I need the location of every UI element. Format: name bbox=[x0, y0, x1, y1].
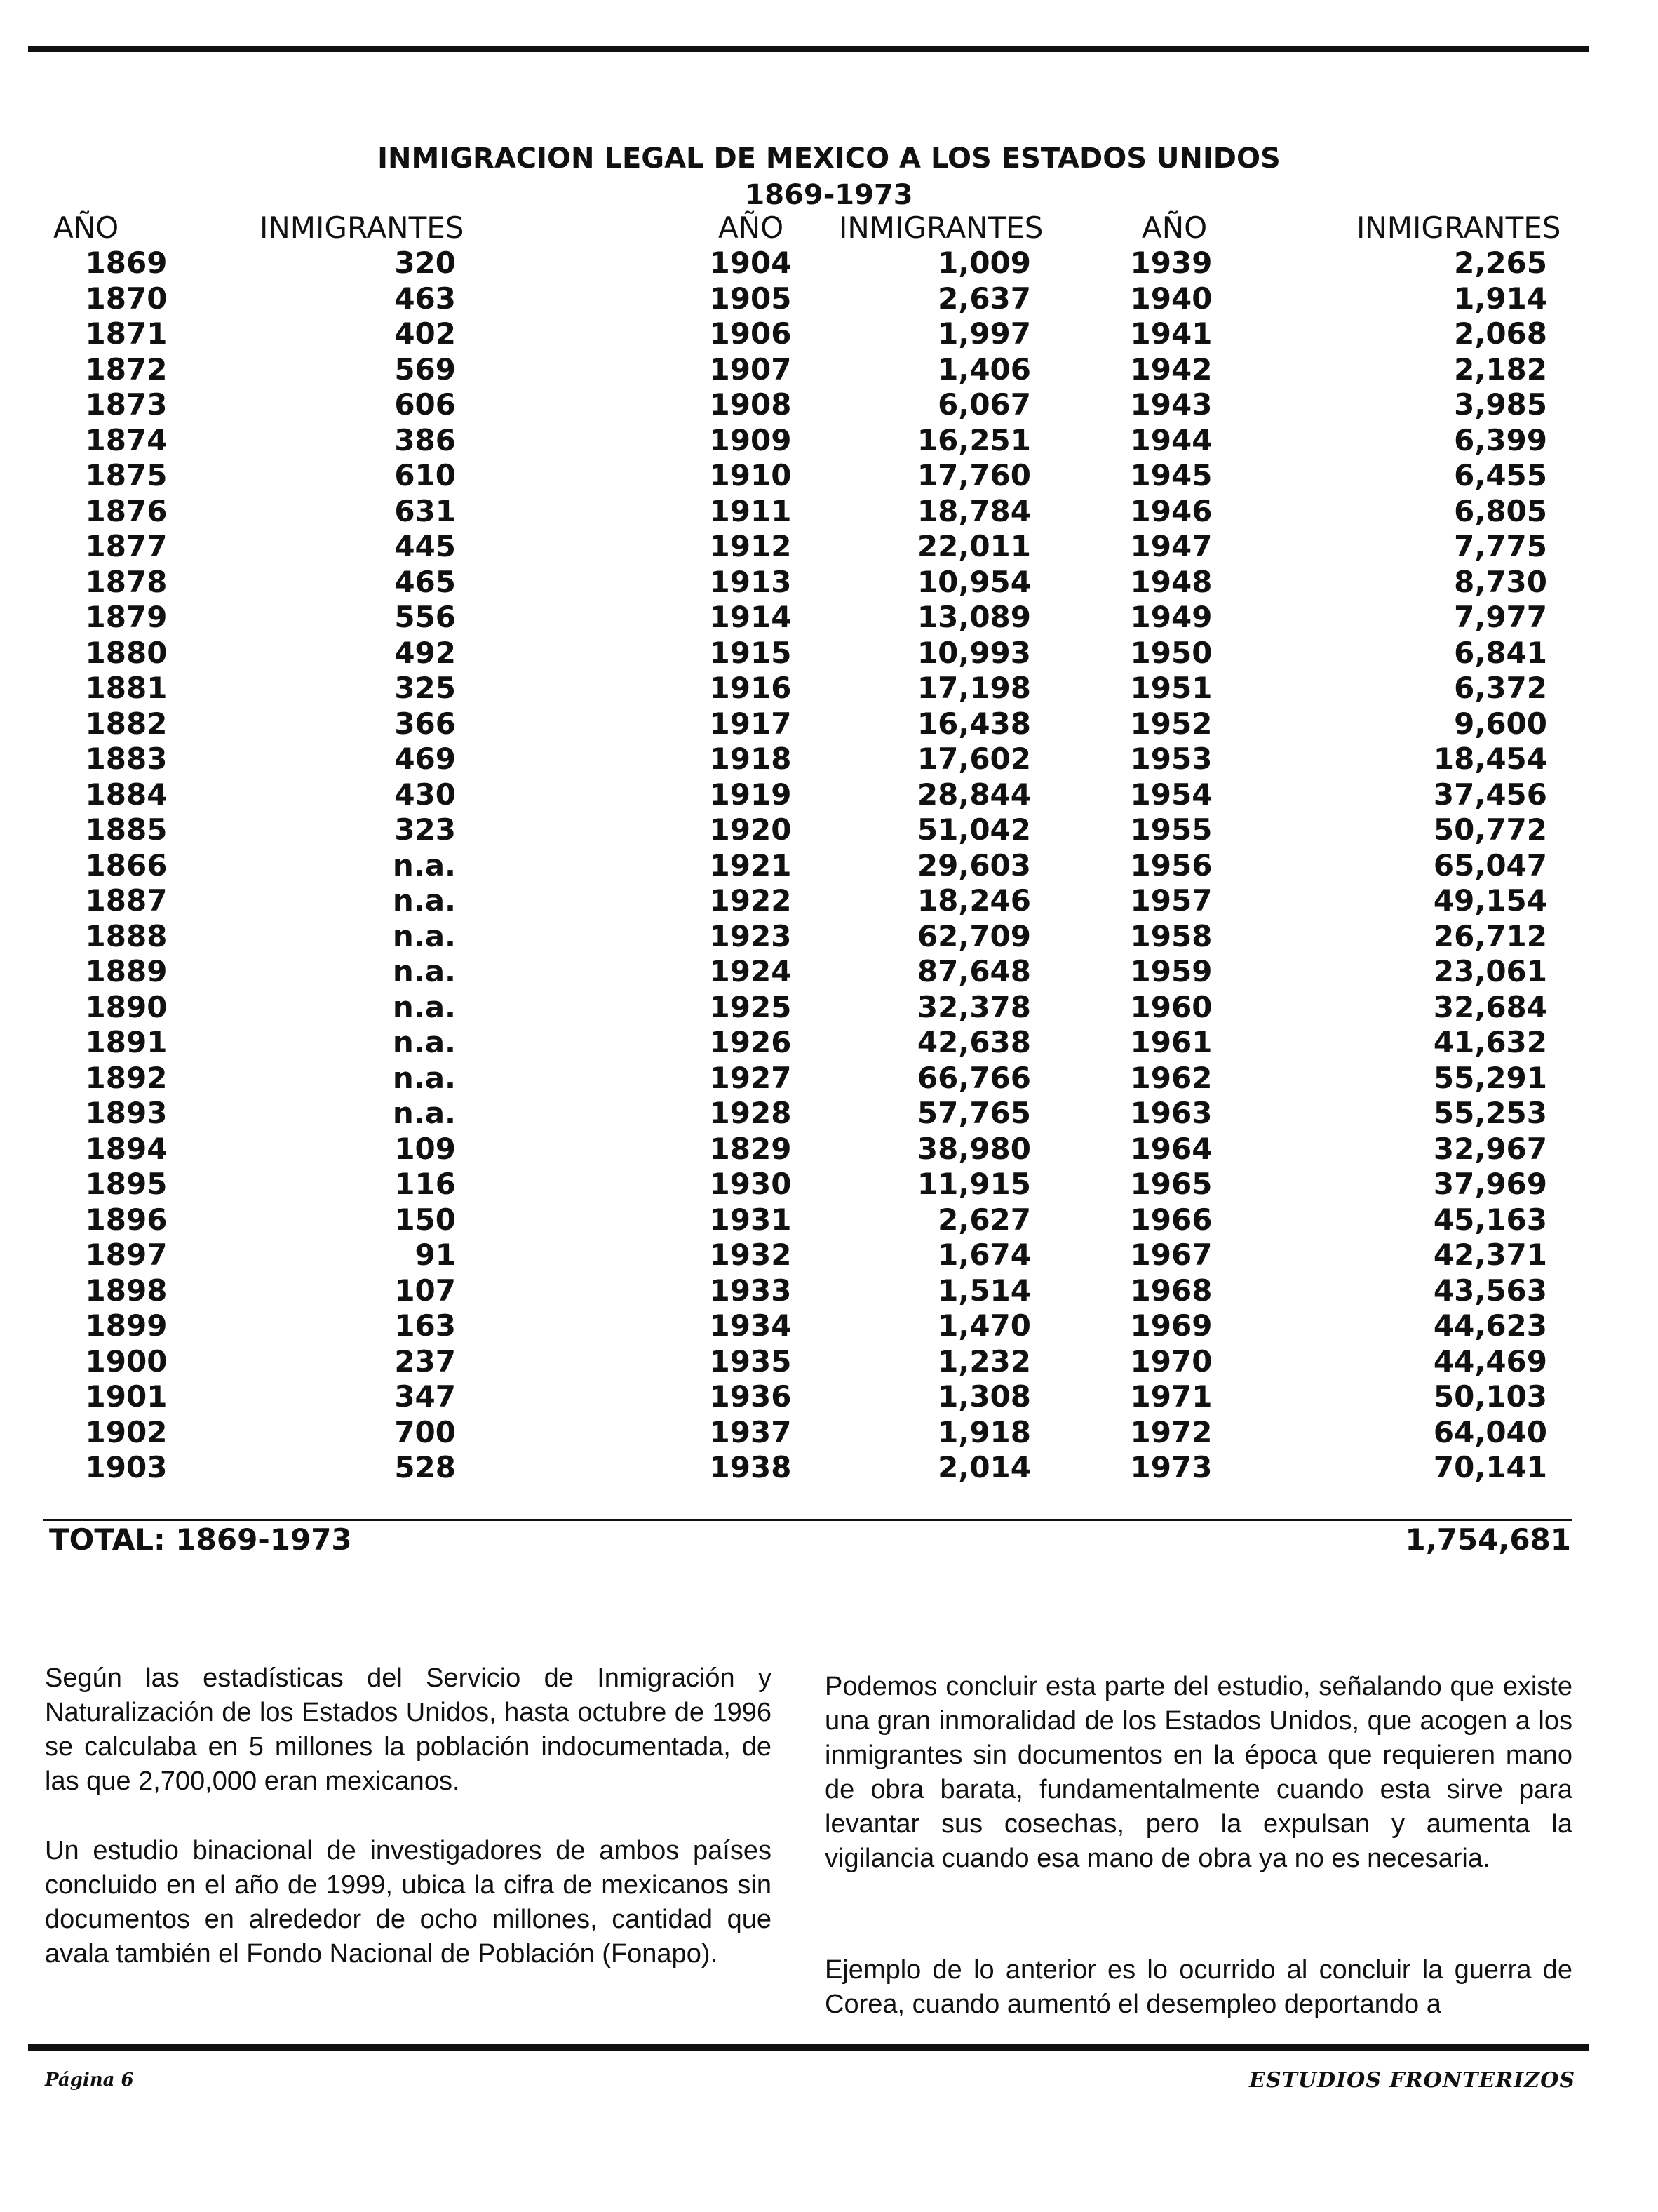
table-year-cell: 1900 bbox=[85, 1343, 168, 1379]
table-year-cell: 1873 bbox=[85, 387, 168, 422]
table-year-cell: 1899 bbox=[85, 1308, 168, 1343]
bottom-rule bbox=[28, 2044, 1589, 2051]
table-year-cell: 1947 bbox=[1130, 529, 1213, 563]
table-year-cell: 1910 bbox=[709, 458, 792, 492]
table-value-cell: 2,627 bbox=[938, 1202, 1031, 1237]
table-value-cell: 87,648 bbox=[917, 954, 1031, 988]
table-value-cell: n.a. bbox=[392, 883, 456, 918]
left-paragraph-2: Un estudio binacional de investigadores de ambos países concluido en el año de 1999, ubica la cifra de mexicanos sin documentos en alrededor de ocho millones, cantidad que avala también el Fondo Nacional de Población (Fonapo). bbox=[45, 1836, 771, 1969]
table-value-cell: 1,009 bbox=[938, 246, 1031, 280]
table-value-cell: 325 bbox=[394, 671, 456, 705]
table-value-cell: 528 bbox=[394, 1450, 456, 1484]
table-year-cell: 1897 bbox=[85, 1238, 168, 1272]
table-year-cell: 1914 bbox=[709, 600, 792, 634]
block3-years-column bbox=[1108, 246, 1234, 1486]
page-number: Página 6 bbox=[45, 2070, 134, 2091]
table-value-cell: 430 bbox=[394, 777, 456, 812]
table-value-cell: 9,600 bbox=[1454, 706, 1547, 741]
table-value-cell: 64,040 bbox=[1433, 1414, 1547, 1449]
header-immigrants-2: INMIGRANTES bbox=[839, 210, 1044, 245]
table-value-cell: 66,766 bbox=[917, 1060, 1031, 1095]
table-year-cell: 1931 bbox=[709, 1202, 792, 1237]
table-value-cell: 237 bbox=[394, 1343, 456, 1379]
table-year-cell: 1966 bbox=[1130, 1202, 1213, 1237]
table-year-cell: 1960 bbox=[1130, 989, 1213, 1024]
table-year-cell: 1888 bbox=[85, 918, 168, 953]
table-value-cell: 10,993 bbox=[917, 635, 1031, 670]
table-year-cell: 1887 bbox=[85, 883, 168, 918]
table-year-cell: 1950 bbox=[1130, 635, 1213, 670]
table-year-cell: 1928 bbox=[709, 1096, 792, 1130]
table-value-cell: 18,784 bbox=[917, 493, 1031, 528]
table-value-cell: 16,438 bbox=[917, 706, 1031, 741]
total-label: TOTAL: 1869-1973 bbox=[49, 1522, 352, 1557]
table-year-cell: 1866 bbox=[85, 847, 168, 883]
table-value-cell: 2,265 bbox=[1454, 246, 1547, 280]
table-value-cell: 465 bbox=[394, 564, 456, 599]
table-value-cell: 6,455 bbox=[1454, 458, 1547, 492]
table-value-cell: 492 bbox=[394, 635, 456, 670]
table-year-cell: 1949 bbox=[1130, 600, 1213, 634]
table-year-cell: 1918 bbox=[709, 742, 792, 776]
table-value-cell: n.a. bbox=[392, 918, 456, 953]
table-year-cell: 1920 bbox=[709, 812, 792, 847]
table-value-cell: 6,841 bbox=[1454, 635, 1547, 670]
table-value-cell: 6,805 bbox=[1454, 493, 1547, 528]
table-year-cell: 1963 bbox=[1130, 1096, 1213, 1130]
table-value-cell: 700 bbox=[394, 1414, 456, 1449]
table-value-cell: 50,772 bbox=[1433, 812, 1547, 847]
table-value-cell: 42,638 bbox=[917, 1025, 1031, 1059]
table-year-cell: 1961 bbox=[1130, 1025, 1213, 1059]
table-title: INMIGRACION LEGAL DE MEXICO A LOS ESTADOS UNIDOS bbox=[377, 142, 1281, 175]
table-year-cell: 1954 bbox=[1130, 777, 1213, 812]
table-year-cell: 1898 bbox=[85, 1273, 168, 1308]
table-year-cell: 1896 bbox=[85, 1202, 168, 1237]
table-year-cell: 1891 bbox=[85, 1025, 168, 1059]
table-year-cell: 1882 bbox=[85, 706, 168, 741]
table-year-cell: 1903 bbox=[85, 1450, 168, 1484]
table-year-cell: 1969 bbox=[1130, 1308, 1213, 1343]
table-value-cell: 606 bbox=[394, 387, 456, 422]
table-value-cell: 402 bbox=[394, 316, 456, 351]
table-value-cell: 2,182 bbox=[1454, 351, 1547, 387]
table-year-cell: 1909 bbox=[709, 422, 792, 457]
table-year-cell: 1889 bbox=[85, 954, 168, 988]
table-value-cell: 610 bbox=[394, 458, 456, 492]
table-year-cell: 1911 bbox=[709, 493, 792, 528]
table-year-cell: 1933 bbox=[709, 1273, 792, 1308]
table-year-cell: 1939 bbox=[1130, 246, 1213, 280]
table-value-cell: 469 bbox=[394, 742, 456, 776]
block3-values-column bbox=[1375, 246, 1547, 1486]
table-value-cell: 37,456 bbox=[1433, 777, 1547, 812]
table-year-cell: 1956 bbox=[1130, 847, 1213, 883]
table-year-cell: 1935 bbox=[709, 1343, 792, 1379]
table-value-cell: 8,730 bbox=[1454, 564, 1547, 599]
table-value-cell: 43,563 bbox=[1433, 1273, 1547, 1308]
table-value-cell: 26,712 bbox=[1433, 918, 1547, 953]
total-rule bbox=[43, 1519, 1572, 1521]
table-year-cell: 1902 bbox=[85, 1414, 168, 1449]
table-value-cell: 150 bbox=[394, 1202, 456, 1237]
block2-years-column bbox=[687, 246, 814, 1486]
table-value-cell: 17,602 bbox=[917, 742, 1031, 776]
table-year-cell: 1872 bbox=[85, 351, 168, 387]
table-year-cell: 1919 bbox=[709, 777, 792, 812]
block1-values-column bbox=[316, 246, 456, 1486]
table-value-cell: 50,103 bbox=[1433, 1379, 1547, 1414]
table-year-cell: 1946 bbox=[1130, 493, 1213, 528]
table-year-cell: 1906 bbox=[709, 316, 792, 351]
right-paragraph-2: Ejemplo de lo anterior es lo ocurrido al concluir la guerra de Corea, cuando aumentó el desempleo deportando a bbox=[825, 1955, 1572, 2019]
table-year-cell: 1907 bbox=[709, 351, 792, 387]
table-value-cell: 1,308 bbox=[938, 1379, 1031, 1414]
table-value-cell: n.a. bbox=[392, 954, 456, 988]
table-year-cell: 1970 bbox=[1130, 1343, 1213, 1379]
table-year-cell: 1884 bbox=[85, 777, 168, 812]
table-year-cell: 1883 bbox=[85, 742, 168, 776]
table-value-cell: 569 bbox=[394, 351, 456, 387]
table-year-cell: 1917 bbox=[709, 706, 792, 741]
table-year-cell: 1901 bbox=[85, 1379, 168, 1414]
table-value-cell: 347 bbox=[394, 1379, 456, 1414]
table-year-cell: 1972 bbox=[1130, 1414, 1213, 1449]
table-year-cell: 1916 bbox=[709, 671, 792, 705]
table-value-cell: 22,011 bbox=[917, 529, 1031, 563]
table-year-cell: 1925 bbox=[709, 989, 792, 1024]
table-year-cell: 1895 bbox=[85, 1167, 168, 1201]
table-value-cell: 1,914 bbox=[1454, 281, 1547, 316]
header-immigrants-1: INMIGRANTES bbox=[260, 210, 464, 245]
table-year-cell: 1874 bbox=[85, 422, 168, 457]
table-year-cell: 1829 bbox=[709, 1131, 792, 1166]
table-year-cell: 1964 bbox=[1130, 1131, 1213, 1166]
table-value-cell: 57,765 bbox=[917, 1096, 1031, 1130]
table-value-cell: 91 bbox=[414, 1238, 456, 1272]
table-year-cell: 1967 bbox=[1130, 1238, 1213, 1272]
table-value-cell: 18,454 bbox=[1433, 742, 1547, 776]
left-paragraph-1: Según las estadísticas del Servicio de Inmigración y Naturalización de los Estados Unidos, hasta octubre de 1996 se calculaba en 5 millones la población indocumentada, de las que 2,700,000 eran mexicanos. bbox=[45, 1663, 771, 1796]
table-value-cell: 6,067 bbox=[938, 387, 1031, 422]
table-year-cell: 1936 bbox=[709, 1379, 792, 1414]
table-year-cell: 1944 bbox=[1130, 422, 1213, 457]
table-value-cell: 323 bbox=[394, 812, 456, 847]
table-year-cell: 1870 bbox=[85, 281, 168, 316]
table-year-cell: 1957 bbox=[1130, 883, 1213, 918]
table-value-cell: 41,632 bbox=[1433, 1025, 1547, 1059]
table-value-cell: 2,014 bbox=[938, 1450, 1031, 1484]
table-value-cell: 556 bbox=[394, 600, 456, 634]
table-value-cell: n.a. bbox=[392, 1025, 456, 1059]
table-year-cell: 1921 bbox=[709, 847, 792, 883]
table-year-cell: 1938 bbox=[709, 1450, 792, 1484]
table-value-cell: 65,047 bbox=[1433, 847, 1547, 883]
table-value-cell: 1,232 bbox=[938, 1343, 1031, 1379]
table-value-cell: 109 bbox=[394, 1131, 456, 1166]
table-year-cell: 1959 bbox=[1130, 954, 1213, 988]
table-year-cell: 1942 bbox=[1130, 351, 1213, 387]
table-year-cell: 1945 bbox=[1130, 458, 1213, 492]
table-year-cell: 1922 bbox=[709, 883, 792, 918]
table-year-cell: 1930 bbox=[709, 1167, 792, 1201]
table-value-cell: 37,969 bbox=[1433, 1167, 1547, 1201]
table-value-cell: 2,068 bbox=[1454, 316, 1547, 351]
table-year-cell: 1955 bbox=[1130, 812, 1213, 847]
table-year-cell: 1890 bbox=[85, 989, 168, 1024]
table-value-cell: 3,985 bbox=[1454, 387, 1547, 422]
table-value-cell: n.a. bbox=[392, 989, 456, 1024]
table-value-cell: n.a. bbox=[392, 1096, 456, 1130]
table-value-cell: 6,372 bbox=[1454, 671, 1547, 705]
table-value-cell: 2,637 bbox=[938, 281, 1031, 316]
table-value-cell: 107 bbox=[394, 1273, 456, 1308]
table-value-cell: 366 bbox=[394, 706, 456, 741]
table-year-cell: 1881 bbox=[85, 671, 168, 705]
table-value-cell: 1,997 bbox=[938, 316, 1031, 351]
table-year-cell: 1943 bbox=[1130, 387, 1213, 422]
table-value-cell: 51,042 bbox=[917, 812, 1031, 847]
table-value-cell: 28,844 bbox=[917, 777, 1031, 812]
table-value-cell: 6,399 bbox=[1454, 422, 1547, 457]
table-year-cell: 1965 bbox=[1130, 1167, 1213, 1201]
table-year-cell: 1879 bbox=[85, 600, 168, 634]
table-value-cell: 18,246 bbox=[917, 883, 1031, 918]
table-year-cell: 1968 bbox=[1130, 1273, 1213, 1308]
table-year-cell: 1913 bbox=[709, 564, 792, 599]
table-value-cell: 49,154 bbox=[1433, 883, 1547, 918]
table-value-cell: 7,977 bbox=[1454, 600, 1547, 634]
table-year-cell: 1877 bbox=[85, 529, 168, 563]
table-subtitle: 1869-1973 bbox=[745, 179, 913, 211]
table-value-cell: n.a. bbox=[392, 1060, 456, 1095]
right-paragraph-1: Podemos concluir esta parte del estudio, señalando que existe una gran inmoralidad de los Estados Unidos, que acogen a los inmigrantes sin documentos en la época que requieren mano de obra barata, fundamentalmente cuando esta sirve para levantar sus cosechas, pero la expulsan y aumenta la vigilancia cuando esa mano de obra ya no es necesaria. bbox=[825, 1672, 1572, 1873]
table-value-cell: 62,709 bbox=[917, 918, 1031, 953]
table-value-cell: 45,163 bbox=[1433, 1202, 1547, 1237]
table-year-cell: 1962 bbox=[1130, 1060, 1213, 1095]
table-year-cell: 1894 bbox=[85, 1131, 168, 1166]
table-year-cell: 1912 bbox=[709, 529, 792, 563]
table-value-cell: 463 bbox=[394, 281, 456, 316]
table-year-cell: 1871 bbox=[85, 316, 168, 351]
block2-values-column bbox=[863, 246, 1031, 1486]
table-value-cell: 445 bbox=[394, 529, 456, 563]
table-year-cell: 1892 bbox=[85, 1060, 168, 1095]
table-value-cell: n.a. bbox=[392, 847, 456, 883]
table-value-cell: 23,061 bbox=[1433, 954, 1547, 988]
publication-name: ESTUDIOS FRONTERIZOS bbox=[1249, 2068, 1575, 2093]
table-value-cell: 1,406 bbox=[938, 351, 1031, 387]
table-year-cell: 1875 bbox=[85, 458, 168, 492]
table-value-cell: 1,674 bbox=[938, 1238, 1031, 1272]
table-value-cell: 116 bbox=[394, 1167, 456, 1201]
table-year-cell: 1878 bbox=[85, 564, 168, 599]
table-value-cell: 70,141 bbox=[1433, 1450, 1547, 1484]
table-year-cell: 1876 bbox=[85, 493, 168, 528]
table-year-cell: 1926 bbox=[709, 1025, 792, 1059]
table-value-cell: 1,918 bbox=[938, 1414, 1031, 1449]
table-value-cell: 1,514 bbox=[938, 1273, 1031, 1308]
header-year-3: AÑO bbox=[1142, 210, 1208, 245]
table-year-cell: 1940 bbox=[1130, 281, 1213, 316]
header-immigrants-3: INMIGRANTES bbox=[1356, 210, 1561, 245]
table-value-cell: 38,980 bbox=[917, 1131, 1031, 1166]
table-year-cell: 1948 bbox=[1130, 564, 1213, 599]
table-value-cell: 13,089 bbox=[917, 600, 1031, 634]
table-value-cell: 320 bbox=[394, 246, 456, 280]
table-year-cell: 1885 bbox=[85, 812, 168, 847]
table-year-cell: 1915 bbox=[709, 635, 792, 670]
table-year-cell: 1971 bbox=[1130, 1379, 1213, 1414]
table-value-cell: 17,198 bbox=[917, 671, 1031, 705]
table-value-cell: 631 bbox=[394, 493, 456, 528]
table-value-cell: 16,251 bbox=[917, 422, 1031, 457]
table-value-cell: 55,291 bbox=[1433, 1060, 1547, 1095]
table-year-cell: 1905 bbox=[709, 281, 792, 316]
table-value-cell: 163 bbox=[394, 1308, 456, 1343]
table-value-cell: 32,967 bbox=[1433, 1131, 1547, 1166]
table-year-cell: 1932 bbox=[709, 1238, 792, 1272]
table-year-cell: 1941 bbox=[1130, 316, 1213, 351]
table-year-cell: 1958 bbox=[1130, 918, 1213, 953]
table-year-cell: 1937 bbox=[709, 1414, 792, 1449]
table-year-cell: 1934 bbox=[709, 1308, 792, 1343]
top-rule bbox=[28, 46, 1589, 52]
table-year-cell: 1927 bbox=[709, 1060, 792, 1095]
table-year-cell: 1880 bbox=[85, 635, 168, 670]
table-year-cell: 1904 bbox=[709, 246, 792, 280]
table-value-cell: 7,775 bbox=[1454, 529, 1547, 563]
table-value-cell: 29,603 bbox=[917, 847, 1031, 883]
table-year-cell: 1893 bbox=[85, 1096, 168, 1130]
table-year-cell: 1973 bbox=[1130, 1450, 1213, 1484]
header-year-2: AÑO bbox=[718, 210, 784, 245]
table-year-cell: 1952 bbox=[1130, 706, 1213, 741]
table-value-cell: 11,915 bbox=[917, 1167, 1031, 1201]
block1-years-column bbox=[63, 246, 189, 1486]
table-value-cell: 55,253 bbox=[1433, 1096, 1547, 1130]
table-year-cell: 1953 bbox=[1130, 742, 1213, 776]
total-value: 1,754,681 bbox=[1405, 1522, 1571, 1557]
table-value-cell: 386 bbox=[394, 422, 456, 457]
table-value-cell: 17,760 bbox=[917, 458, 1031, 492]
table-year-cell: 1951 bbox=[1130, 671, 1213, 705]
table-year-cell: 1869 bbox=[85, 246, 168, 280]
table-value-cell: 44,623 bbox=[1433, 1308, 1547, 1343]
table-value-cell: 1,470 bbox=[938, 1308, 1031, 1343]
table-value-cell: 32,684 bbox=[1433, 989, 1547, 1024]
table-year-cell: 1908 bbox=[709, 387, 792, 422]
table-value-cell: 32,378 bbox=[917, 989, 1031, 1024]
table-value-cell: 44,469 bbox=[1433, 1343, 1547, 1379]
table-year-cell: 1923 bbox=[709, 918, 792, 953]
table-year-cell: 1924 bbox=[709, 954, 792, 988]
table-value-cell: 42,371 bbox=[1433, 1238, 1547, 1272]
header-year-1: AÑO bbox=[53, 210, 119, 245]
table-value-cell: 10,954 bbox=[917, 564, 1031, 599]
